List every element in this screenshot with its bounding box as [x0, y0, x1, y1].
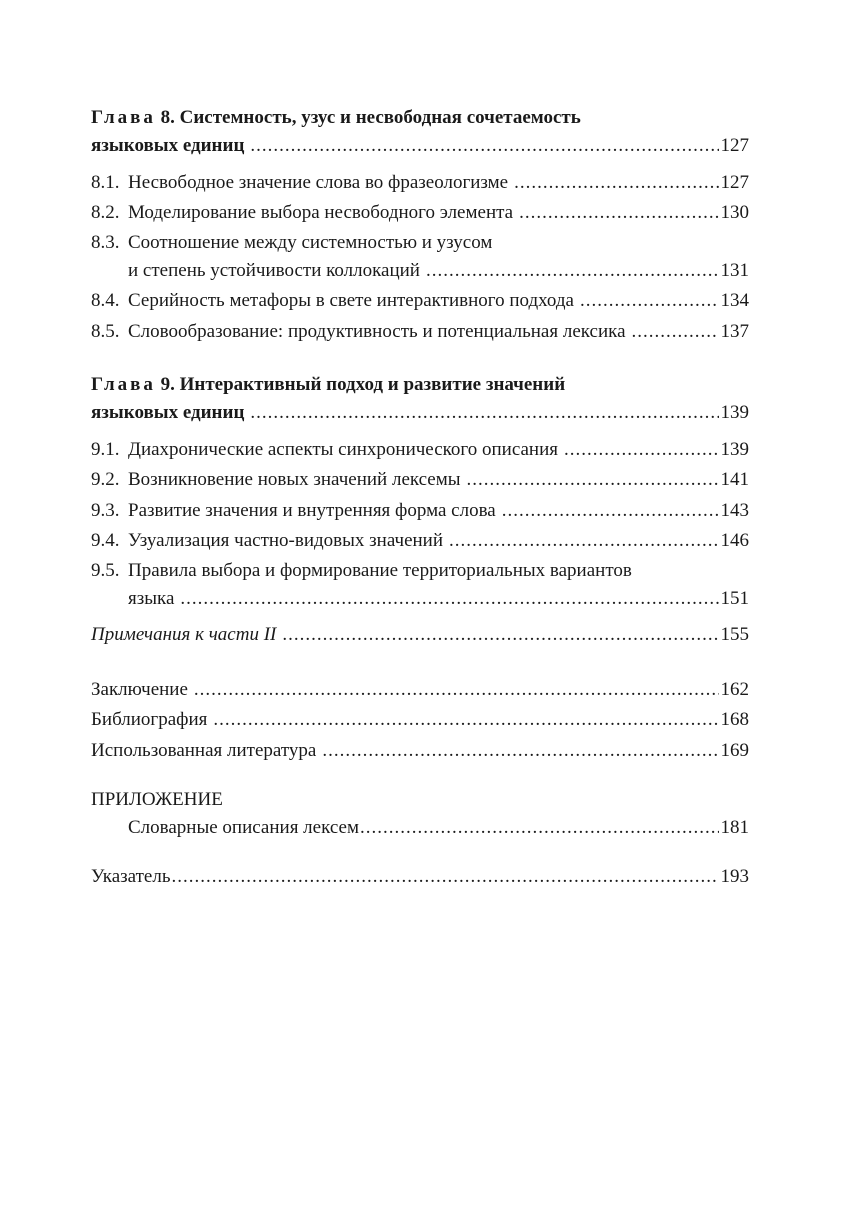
dot-leader [180, 584, 718, 615]
index-title: Указатель [91, 865, 171, 887]
chapter-8-heading [91, 104, 749, 131]
section-page: 139 [720, 438, 749, 460]
dot-leader [514, 168, 718, 199]
section-9-1-entry[interactable] [91, 435, 749, 466]
notes-page: 155 [720, 624, 749, 645]
section-number: 9.4. [91, 530, 120, 551]
section-page: 137 [720, 320, 749, 342]
section-number: 9.2. [91, 469, 120, 490]
section-page: 146 [720, 530, 749, 551]
chapter-9-label: Глава [91, 374, 156, 395]
section-title: Словообразование: продуктивность и потенциальная лексика [128, 320, 626, 342]
section-8-5-entry[interactable] [91, 317, 749, 348]
section-number: 8.3. [91, 231, 120, 253]
chapter-8-entry[interactable] [91, 131, 749, 162]
section-8-3-entry-line1[interactable] [91, 229, 749, 256]
dot-leader [250, 398, 718, 429]
section-9-3-entry[interactable] [91, 496, 749, 527]
dot-leader [502, 496, 719, 527]
chapter-8-page: 127 [720, 135, 749, 156]
dot-leader [213, 705, 718, 736]
dot-leader [250, 131, 718, 162]
dot-leader [467, 465, 719, 496]
chapter-9-title-line1: Интерактивный подход и развитие значений [179, 374, 566, 395]
index-entry[interactable] [91, 862, 749, 893]
section-9-5-entry-line2[interactable] [91, 584, 749, 615]
notes-entry[interactable] [91, 620, 749, 651]
section-page: 134 [720, 290, 749, 311]
section-title-line2: и степень устойчивости коллокаций [128, 259, 420, 281]
literature-entry[interactable] [91, 736, 749, 767]
section-8-4-entry[interactable] [91, 286, 749, 317]
literature-page: 169 [720, 739, 749, 761]
section-title: Развитие значения и внутренняя форма слова [128, 499, 496, 521]
section-title: Возникновение новых значений лексемы [128, 469, 461, 490]
dot-leader [282, 620, 718, 651]
bibliography-page: 168 [720, 709, 749, 730]
dot-leader [322, 736, 718, 767]
section-number: 8.4. [91, 290, 120, 311]
section-title: Диахронические аспекты синхронического описания [128, 438, 558, 460]
appendix-heading [91, 786, 749, 813]
section-8-1-entry[interactable] [91, 168, 749, 199]
section-9-4-entry[interactable] [91, 526, 749, 557]
notes-title: Примечания к части II [91, 624, 277, 645]
section-page: 131 [720, 259, 749, 281]
section-page: 143 [720, 499, 749, 521]
dot-leader [360, 813, 719, 844]
section-number: 9.1. [91, 438, 120, 460]
section-title: Узуализация частно-видовых значений [128, 530, 444, 551]
section-title-line2: языка [128, 587, 175, 609]
chapter-8-number: 8. [160, 107, 175, 128]
section-number: 9.5. [91, 559, 120, 581]
chapter-8-label: Глава [91, 107, 156, 128]
section-number: 9.3. [91, 499, 120, 521]
chapter-9-heading [91, 371, 749, 398]
chapter-9-number: 9. [160, 374, 175, 395]
section-page: 151 [720, 587, 749, 609]
appendix-item-page: 181 [720, 817, 749, 838]
section-number: 8.1. [91, 171, 120, 193]
dot-leader [449, 526, 718, 557]
appendix-entry[interactable] [91, 813, 749, 844]
dot-leader [632, 317, 719, 348]
appendix-title: ПРИЛОЖЕНИЕ [91, 789, 223, 810]
table-of-contents [91, 104, 749, 892]
conclusion-page: 162 [720, 678, 749, 700]
section-page: 141 [720, 469, 749, 490]
index-page: 193 [720, 865, 749, 887]
section-title-line1: Соотношение между системностью и узусом [128, 231, 493, 253]
chapter-8-title-line1: Системность, узус и несвободная сочетаемость [179, 107, 581, 128]
literature-title: Использованная литература [91, 739, 317, 761]
section-page: 130 [720, 202, 749, 223]
bibliography-entry[interactable] [91, 705, 749, 736]
conclusion-title: Заключение [91, 678, 188, 700]
chapter-9-page: 139 [720, 402, 749, 423]
section-title: Серийность метафоры в свете интерактивного подхода [128, 290, 574, 311]
bibliography-title: Библиография [91, 709, 208, 730]
section-page: 127 [720, 171, 749, 193]
dot-leader [564, 435, 719, 466]
section-8-2-entry[interactable] [91, 198, 749, 229]
appendix-item-title: Словарные описания лексем [128, 817, 359, 838]
section-9-2-entry[interactable] [91, 465, 749, 496]
chapter-9-title-line2: языковых единиц [91, 402, 245, 423]
section-8-3-entry-line2[interactable] [91, 256, 749, 287]
section-9-5-entry-line1[interactable] [91, 557, 749, 584]
chapter-8-title-line2: языковых единиц [91, 135, 245, 156]
section-number: 8.5. [91, 320, 120, 342]
conclusion-entry[interactable] [91, 675, 749, 706]
dot-leader [194, 675, 719, 706]
chapter-9-entry[interactable] [91, 398, 749, 429]
section-title-line1: Правила выбора и формирование территориальных вариантов [128, 559, 632, 581]
section-title: Моделирование выбора несвободного элемента [128, 202, 514, 223]
section-title: Несвободное значение слова во фразеологизме [128, 171, 509, 193]
dot-leader [172, 862, 719, 893]
dot-leader [426, 256, 719, 287]
dot-leader [519, 198, 718, 229]
dot-leader [580, 286, 719, 317]
section-number: 8.2. [91, 202, 120, 223]
